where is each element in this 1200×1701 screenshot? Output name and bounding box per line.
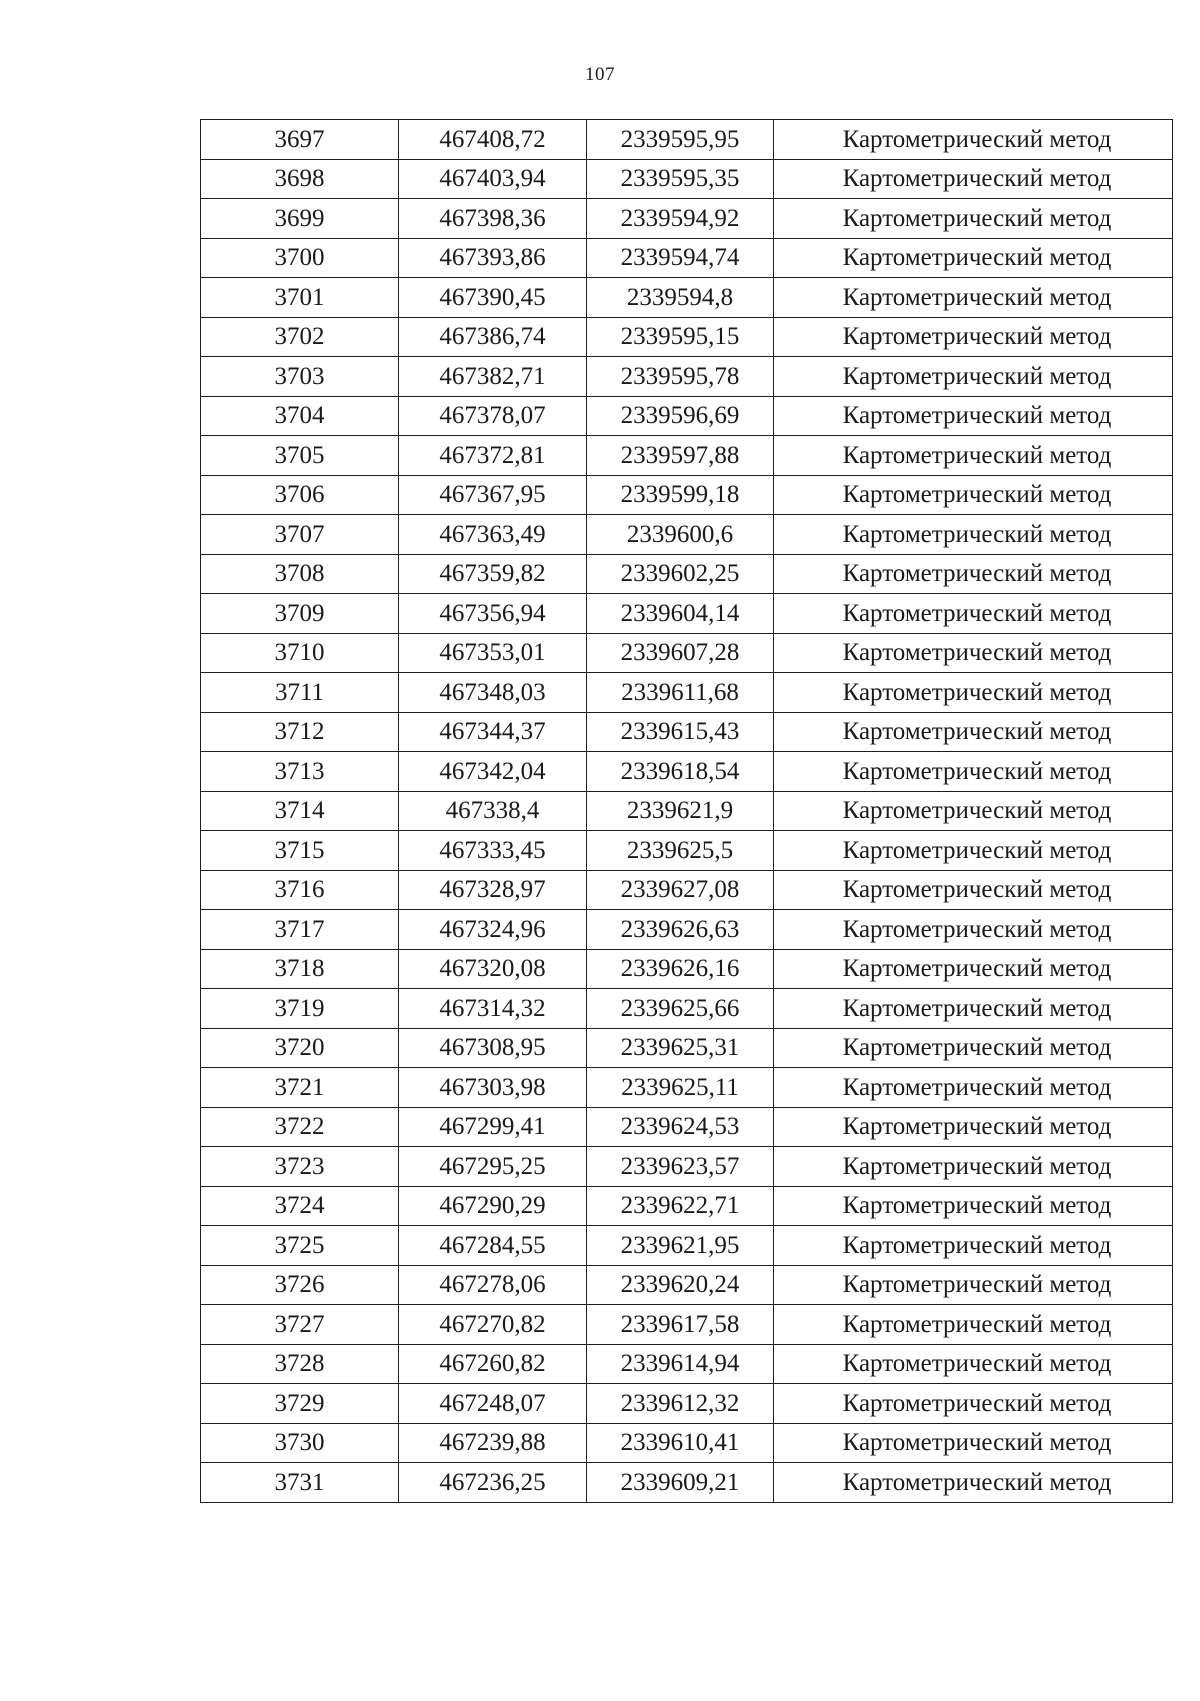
x-coordinate-cell: 467342,04 — [399, 752, 587, 792]
y-coordinate-cell: 2339626,63 — [587, 910, 774, 950]
point-number-cell: 3712 — [201, 712, 399, 752]
table-row — [201, 949, 1173, 989]
method-cell: Картометрический метод — [774, 1107, 1173, 1147]
x-coordinate-cell: 467314,32 — [399, 989, 587, 1029]
point-number-cell: 3723 — [201, 1147, 399, 1187]
point-number-cell: 3707 — [201, 515, 399, 555]
table-row — [201, 199, 1173, 239]
table-row — [201, 1463, 1173, 1503]
x-coordinate-cell: 467403,94 — [399, 159, 587, 199]
table-row — [201, 910, 1173, 950]
method-cell: Картометрический метод — [774, 949, 1173, 989]
x-coordinate-cell: 467299,41 — [399, 1107, 587, 1147]
point-number-cell: 3704 — [201, 396, 399, 436]
table-row — [201, 515, 1173, 555]
x-coordinate-cell: 467270,82 — [399, 1305, 587, 1345]
method-cell: Картометрический метод — [774, 554, 1173, 594]
table-row — [201, 317, 1173, 357]
method-cell: Картометрический метод — [774, 989, 1173, 1029]
point-number-cell: 3717 — [201, 910, 399, 950]
x-coordinate-cell: 467372,81 — [399, 436, 587, 476]
table-row — [201, 238, 1173, 278]
x-coordinate-cell: 467290,29 — [399, 1186, 587, 1226]
point-number-cell: 3729 — [201, 1384, 399, 1424]
method-cell: Картометрический метод — [774, 515, 1173, 555]
y-coordinate-cell: 2339623,57 — [587, 1147, 774, 1187]
table-row — [201, 475, 1173, 515]
y-coordinate-cell: 2339615,43 — [587, 712, 774, 752]
x-coordinate-cell: 467363,49 — [399, 515, 587, 555]
y-coordinate-cell: 2339599,18 — [587, 475, 774, 515]
table-row — [201, 870, 1173, 910]
point-number-cell: 3709 — [201, 594, 399, 634]
table-row — [201, 1305, 1173, 1345]
method-cell: Картометрический метод — [774, 633, 1173, 673]
method-cell: Картометрический метод — [774, 752, 1173, 792]
y-coordinate-cell: 2339625,31 — [587, 1028, 774, 1068]
point-number-cell: 3726 — [201, 1265, 399, 1305]
x-coordinate-cell: 467328,97 — [399, 870, 587, 910]
point-number-cell: 3725 — [201, 1226, 399, 1266]
point-number-cell: 3722 — [201, 1107, 399, 1147]
table-row — [201, 1147, 1173, 1187]
point-number-cell: 3716 — [201, 870, 399, 910]
y-coordinate-cell: 2339609,21 — [587, 1463, 774, 1503]
y-coordinate-cell: 2339627,08 — [587, 870, 774, 910]
point-number-cell: 3702 — [201, 317, 399, 357]
point-number-cell: 3698 — [201, 159, 399, 199]
table-row — [201, 120, 1173, 160]
table-row — [201, 831, 1173, 871]
method-cell: Картометрический метод — [774, 1423, 1173, 1463]
x-coordinate-cell: 467390,45 — [399, 278, 587, 318]
x-coordinate-cell: 467393,86 — [399, 238, 587, 278]
y-coordinate-cell: 2339604,14 — [587, 594, 774, 634]
x-coordinate-cell: 467348,03 — [399, 673, 587, 713]
method-cell: Картометрический метод — [774, 910, 1173, 950]
x-coordinate-cell: 467344,37 — [399, 712, 587, 752]
y-coordinate-cell: 2339595,35 — [587, 159, 774, 199]
table-row — [201, 633, 1173, 673]
y-coordinate-cell: 2339620,24 — [587, 1265, 774, 1305]
table-row — [201, 1068, 1173, 1108]
x-coordinate-cell: 467239,88 — [399, 1423, 587, 1463]
y-coordinate-cell: 2339617,58 — [587, 1305, 774, 1345]
table-row — [201, 752, 1173, 792]
method-cell: Картометрический метод — [774, 1226, 1173, 1266]
x-coordinate-cell: 467378,07 — [399, 396, 587, 436]
method-cell: Картометрический метод — [774, 120, 1173, 160]
point-number-cell: 3699 — [201, 199, 399, 239]
x-coordinate-cell: 467320,08 — [399, 949, 587, 989]
page-number: 107 — [585, 64, 615, 85]
method-cell: Картометрический метод — [774, 870, 1173, 910]
table-body — [201, 120, 1173, 1503]
y-coordinate-cell: 2339596,69 — [587, 396, 774, 436]
x-coordinate-cell: 467236,25 — [399, 1463, 587, 1503]
x-coordinate-cell: 467408,72 — [399, 120, 587, 160]
table-row — [201, 989, 1173, 1029]
table-row — [201, 1186, 1173, 1226]
method-cell: Картометрический метод — [774, 1305, 1173, 1345]
method-cell: Картометрический метод — [774, 436, 1173, 476]
y-coordinate-cell: 2339595,78 — [587, 357, 774, 397]
method-cell: Картометрический метод — [774, 594, 1173, 634]
x-coordinate-cell: 467248,07 — [399, 1384, 587, 1424]
y-coordinate-cell: 2339595,95 — [587, 120, 774, 160]
y-coordinate-cell: 2339597,88 — [587, 436, 774, 476]
table-row — [201, 1423, 1173, 1463]
table-row — [201, 436, 1173, 476]
y-coordinate-cell: 2339602,25 — [587, 554, 774, 594]
table-row — [201, 1265, 1173, 1305]
method-cell: Картометрический метод — [774, 1028, 1173, 1068]
x-coordinate-cell: 467333,45 — [399, 831, 587, 871]
y-coordinate-cell: 2339600,6 — [587, 515, 774, 555]
point-number-cell: 3731 — [201, 1463, 399, 1503]
table-row — [201, 1028, 1173, 1068]
method-cell: Картометрический метод — [774, 1344, 1173, 1384]
y-coordinate-cell: 2339595,15 — [587, 317, 774, 357]
y-coordinate-cell: 2339622,71 — [587, 1186, 774, 1226]
x-coordinate-cell: 467386,74 — [399, 317, 587, 357]
y-coordinate-cell: 2339625,11 — [587, 1068, 774, 1108]
method-cell: Картометрический метод — [774, 475, 1173, 515]
table-row — [201, 1226, 1173, 1266]
point-number-cell: 3706 — [201, 475, 399, 515]
method-cell: Картометрический метод — [774, 1463, 1173, 1503]
method-cell: Картометрический метод — [774, 278, 1173, 318]
table-row — [201, 1107, 1173, 1147]
x-coordinate-cell: 467338,4 — [399, 791, 587, 831]
point-number-cell: 3705 — [201, 436, 399, 476]
y-coordinate-cell: 2339614,94 — [587, 1344, 774, 1384]
point-number-cell: 3714 — [201, 791, 399, 831]
y-coordinate-cell: 2339624,53 — [587, 1107, 774, 1147]
table-row — [201, 357, 1173, 397]
table-row — [201, 791, 1173, 831]
point-number-cell: 3724 — [201, 1186, 399, 1226]
method-cell: Картометрический метод — [774, 317, 1173, 357]
x-coordinate-cell: 467284,55 — [399, 1226, 587, 1266]
y-coordinate-cell: 2339607,28 — [587, 633, 774, 673]
method-cell: Картометрический метод — [774, 1147, 1173, 1187]
method-cell: Картометрический метод — [774, 673, 1173, 713]
y-coordinate-cell: 2339625,66 — [587, 989, 774, 1029]
method-cell: Картометрический метод — [774, 712, 1173, 752]
x-coordinate-cell: 467398,36 — [399, 199, 587, 239]
x-coordinate-cell: 467278,06 — [399, 1265, 587, 1305]
y-coordinate-cell: 2339611,68 — [587, 673, 774, 713]
x-coordinate-cell: 467308,95 — [399, 1028, 587, 1068]
y-coordinate-cell: 2339621,95 — [587, 1226, 774, 1266]
table-row — [201, 396, 1173, 436]
table-row — [201, 159, 1173, 199]
x-coordinate-cell: 467356,94 — [399, 594, 587, 634]
x-coordinate-cell: 467382,71 — [399, 357, 587, 397]
y-coordinate-cell: 2339618,54 — [587, 752, 774, 792]
y-coordinate-cell: 2339594,74 — [587, 238, 774, 278]
coordinates-table — [200, 119, 1173, 1503]
point-number-cell: 3708 — [201, 554, 399, 594]
y-coordinate-cell: 2339594,92 — [587, 199, 774, 239]
point-number-cell: 3715 — [201, 831, 399, 871]
method-cell: Картометрический метод — [774, 1186, 1173, 1226]
point-number-cell: 3719 — [201, 989, 399, 1029]
y-coordinate-cell: 2339621,9 — [587, 791, 774, 831]
point-number-cell: 3697 — [201, 120, 399, 160]
table-row — [201, 1344, 1173, 1384]
method-cell: Картометрический метод — [774, 1068, 1173, 1108]
table-row — [201, 554, 1173, 594]
point-number-cell: 3703 — [201, 357, 399, 397]
method-cell: Картометрический метод — [774, 357, 1173, 397]
point-number-cell: 3718 — [201, 949, 399, 989]
method-cell: Картометрический метод — [774, 1265, 1173, 1305]
method-cell: Картометрический метод — [774, 1384, 1173, 1424]
point-number-cell: 3728 — [201, 1344, 399, 1384]
method-cell: Картометрический метод — [774, 159, 1173, 199]
table-row — [201, 594, 1173, 634]
y-coordinate-cell: 2339594,8 — [587, 278, 774, 318]
x-coordinate-cell: 467303,98 — [399, 1068, 587, 1108]
x-coordinate-cell: 467353,01 — [399, 633, 587, 673]
x-coordinate-cell: 467260,82 — [399, 1344, 587, 1384]
point-number-cell: 3700 — [201, 238, 399, 278]
table-row — [201, 673, 1173, 713]
method-cell: Картометрический метод — [774, 238, 1173, 278]
method-cell: Картометрический метод — [774, 199, 1173, 239]
point-number-cell: 3727 — [201, 1305, 399, 1345]
method-cell: Картометрический метод — [774, 396, 1173, 436]
y-coordinate-cell: 2339625,5 — [587, 831, 774, 871]
x-coordinate-cell: 467359,82 — [399, 554, 587, 594]
point-number-cell: 3720 — [201, 1028, 399, 1068]
table-row — [201, 1384, 1173, 1424]
point-number-cell: 3710 — [201, 633, 399, 673]
x-coordinate-cell: 467367,95 — [399, 475, 587, 515]
method-cell: Картометрический метод — [774, 791, 1173, 831]
point-number-cell: 3713 — [201, 752, 399, 792]
point-number-cell: 3711 — [201, 673, 399, 713]
table-row — [201, 278, 1173, 318]
y-coordinate-cell: 2339626,16 — [587, 949, 774, 989]
x-coordinate-cell: 467324,96 — [399, 910, 587, 950]
x-coordinate-cell: 467295,25 — [399, 1147, 587, 1187]
y-coordinate-cell: 2339612,32 — [587, 1384, 774, 1424]
y-coordinate-cell: 2339610,41 — [587, 1423, 774, 1463]
point-number-cell: 3701 — [201, 278, 399, 318]
table-row — [201, 712, 1173, 752]
point-number-cell: 3730 — [201, 1423, 399, 1463]
method-cell: Картометрический метод — [774, 831, 1173, 871]
point-number-cell: 3721 — [201, 1068, 399, 1108]
